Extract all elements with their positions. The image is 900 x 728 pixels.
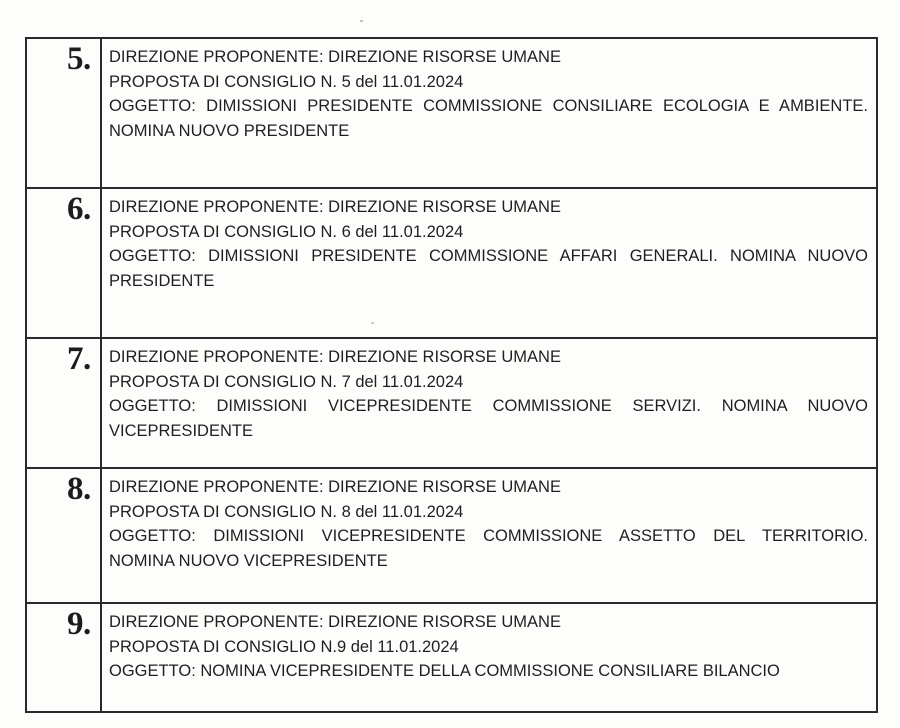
item-number-cell bbox=[27, 39, 102, 187]
item-number-cell bbox=[27, 604, 102, 711]
proposta-consiglio: PROPOSTA DI CONSIGLIO N. 8 del 11.01.2024 bbox=[109, 502, 464, 521]
proposta-consiglio: PROPOSTA DI CONSIGLIO N. 6 del 11.01.2024 bbox=[109, 222, 464, 241]
agenda-item-8 bbox=[27, 469, 876, 604]
item-text-cell bbox=[109, 610, 868, 684]
scan-speck bbox=[360, 20, 363, 22]
agenda-item-6 bbox=[27, 189, 876, 339]
proposta-consiglio: PROPOSTA DI CONSIGLIO N. 5 del 11.01.2024 bbox=[109, 72, 464, 91]
oggetto-line: VICEPRESIDENTE bbox=[109, 421, 253, 440]
direzione-proponente: DIREZIONE PROPONENTE: DIREZIONE RISORSE UMANE bbox=[109, 613, 561, 631]
item-number: 5. bbox=[67, 41, 91, 77]
item-number: 9. bbox=[67, 606, 91, 642]
oggetto-line: NOMINA NUOVO PRESIDENTE bbox=[109, 121, 350, 140]
oggetto-line: NOMINA NUOVO VICEPRESIDENTE bbox=[109, 551, 388, 570]
agenda-item-9 bbox=[27, 604, 876, 711]
item-text-cell bbox=[109, 345, 868, 443]
agenda-table bbox=[25, 37, 878, 713]
oggetto-line: OGGETTO: NOMINA VICEPRESIDENTE DELLA COMMISSIONE CONSILIARE BILANCIO bbox=[109, 662, 780, 680]
proposta-consiglio: PROPOSTA DI CONSIGLIO N. 7 del 11.01.2024 bbox=[109, 372, 464, 391]
oggetto-line: OGGETTO: DIMISSIONI PRESIDENTE COMMISSIONE AFFARI GENERALI. NOMINA NUOVO bbox=[109, 247, 868, 265]
item-number: 7. bbox=[67, 341, 91, 377]
oggetto-line: OGGETTO: DIMISSIONI VICEPRESIDENTE COMMISSIONE SERVIZI. NOMINA NUOVO bbox=[109, 397, 868, 415]
direzione-proponente: DIREZIONE PROPONENTE: DIREZIONE RISORSE UMANE bbox=[109, 198, 561, 216]
oggetto-line: OGGETTO: DIMISSIONI VICEPRESIDENTE COMMISSIONE ASSETTO DEL TERRITORIO. bbox=[109, 527, 868, 545]
direzione-proponente: DIREZIONE PROPONENTE: DIREZIONE RISORSE UMANE bbox=[109, 478, 561, 496]
direzione-proponente: DIREZIONE PROPONENTE: DIREZIONE RISORSE UMANE bbox=[109, 48, 561, 66]
item-text-cell bbox=[109, 45, 868, 143]
item-number: 6. bbox=[67, 191, 91, 227]
agenda-item-5 bbox=[27, 39, 876, 189]
item-number-cell bbox=[27, 469, 102, 602]
item-text-cell bbox=[109, 195, 868, 293]
direzione-proponente: DIREZIONE PROPONENTE: DIREZIONE RISORSE UMANE bbox=[109, 348, 561, 366]
oggetto-line: OGGETTO: DIMISSIONI PRESIDENTE COMMISSIONE CONSILIARE ECOLOGIA E AMBIENTE. bbox=[109, 97, 868, 115]
item-number-cell bbox=[27, 339, 102, 467]
item-text-cell bbox=[109, 475, 868, 573]
oggetto-line: PRESIDENTE bbox=[109, 271, 215, 290]
item-number-cell bbox=[27, 189, 102, 337]
agenda-item-7 bbox=[27, 339, 876, 469]
item-number: 8. bbox=[67, 471, 91, 507]
proposta-consiglio: PROPOSTA DI CONSIGLIO N.9 del 11.01.2024 bbox=[109, 637, 459, 656]
